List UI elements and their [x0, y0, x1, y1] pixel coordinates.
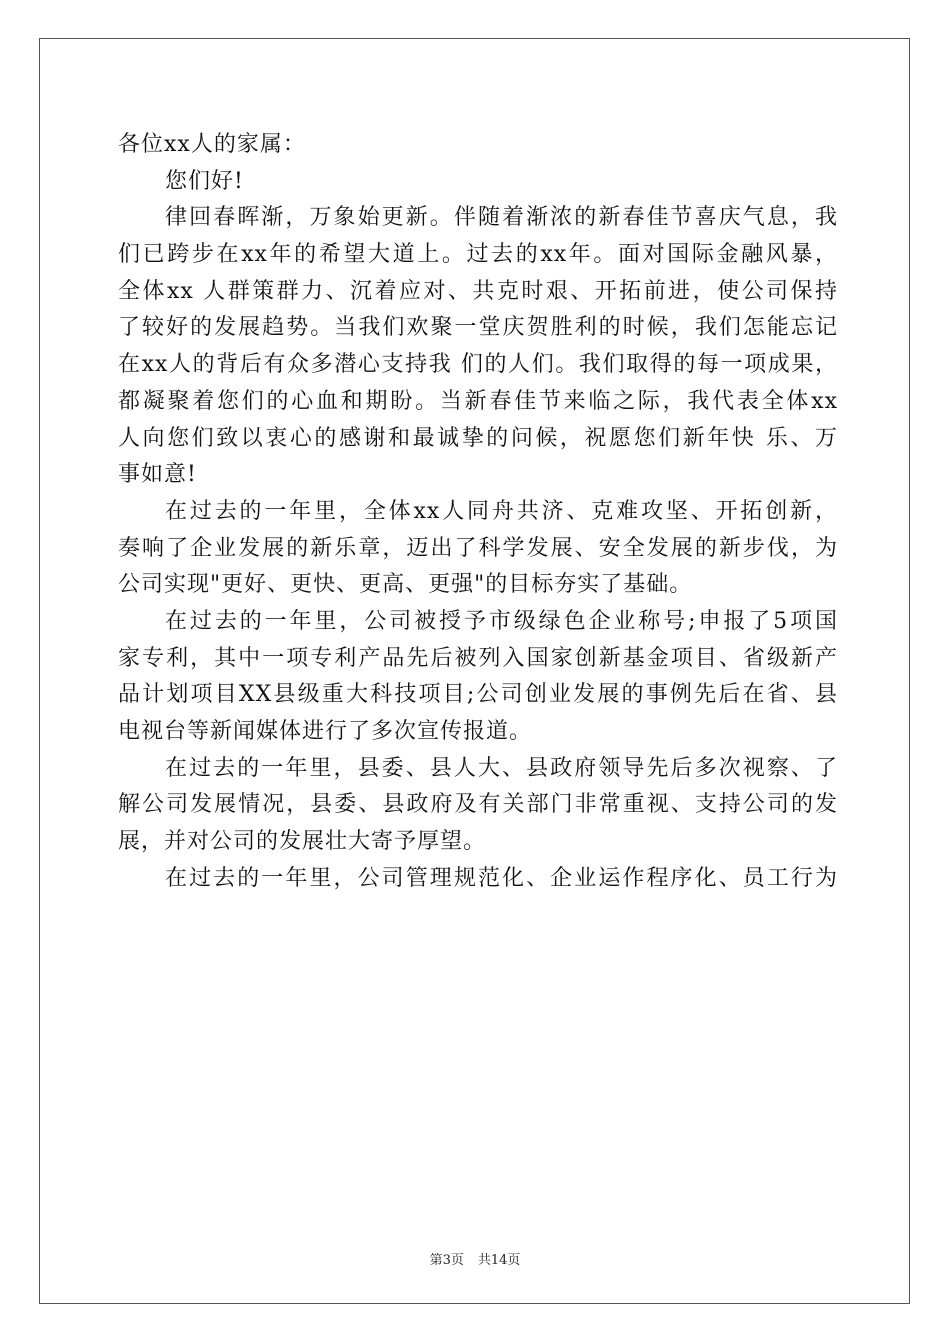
paragraph-3-line-2: 家专利，其中一项专利产品先后被列入国家创新基金项目、省级新产: [118, 645, 838, 671]
salutation: 各位xx人的家属：: [118, 132, 306, 157]
letter-body: [118, 127, 838, 898]
paragraph-1-line-6: 都凝聚着您们的心血和期盼。当新春佳节来临之际，我代表全体xx: [118, 388, 838, 414]
paragraph-2-line-3: 公司实现"更好、更快、更高、更强"的目标夯实了基础。: [118, 572, 693, 598]
paragraph-1-line-8: 事如意!: [118, 462, 197, 488]
page-footer: [0, 1249, 950, 1268]
paragraph-4-line-2: 解公司发展情况，县委、县政府及有关部门非常重视、支持公司的发: [118, 792, 838, 818]
paragraph-1-line-2: 们已跨步在xx年的希望大道上。过去的xx年。面对国际金融风暴，: [118, 242, 838, 268]
paragraph-3-line-1: 在过去的一年里，公司被授予市级绿色企业称号;申报了5项国: [165, 609, 838, 634]
paragraph-4-line-3: 展，并对公司的发展壮大寄予厚望。: [118, 829, 487, 855]
paragraph-1-line-4: 了较好的发展趋势。当我们欢聚一堂庆贺胜利的时候，我们怎能忘记: [118, 315, 838, 341]
paragraph-4-line-1: 在过去的一年里，县委、县人大、县政府领导先后多次视察、了: [165, 755, 838, 781]
page-total: 共14页: [477, 1253, 521, 1268]
paragraph-5-line-1: 在过去的一年里，公司管理规范化、企业运作程序化、员工行为: [165, 865, 838, 891]
paragraph-3-line-3: 品计划项目XX县级重大科技项目;公司创业发展的事例先后在省、县: [118, 682, 838, 708]
paragraph-2-line-2: 奏响了企业发展的新乐章，迈出了科学发展、安全发展的新步伐，为: [118, 535, 838, 561]
paragraph-1-line-5: 在xx人的背后有众多潜心支持我 们的人们。我们取得的每一项成果，: [118, 352, 838, 378]
greeting: 您们好!: [165, 168, 244, 194]
paragraph-3-line-4: 电视台等新闻媒体进行了多次宣传报道。: [118, 719, 533, 745]
paragraph-1-line-7: 人向您们致以衷心的感谢和最诚挚的问候，祝愿您们新年快 乐、万: [118, 425, 838, 451]
paragraph-2-line-1: 在过去的一年里，全体xx人同舟共济、克难攻坚、开拓创新，: [165, 498, 838, 524]
paragraph-1-line-3: 全体xx 人群策群力、沉着应对、共克时艰、开拓前进，使公司保持: [118, 278, 838, 304]
paragraph-1-line-1: 律回春晖渐，万象始更新。伴随着渐浓的新春佳节喜庆气息，我: [165, 205, 838, 231]
page-number: 第3页: [429, 1253, 464, 1268]
